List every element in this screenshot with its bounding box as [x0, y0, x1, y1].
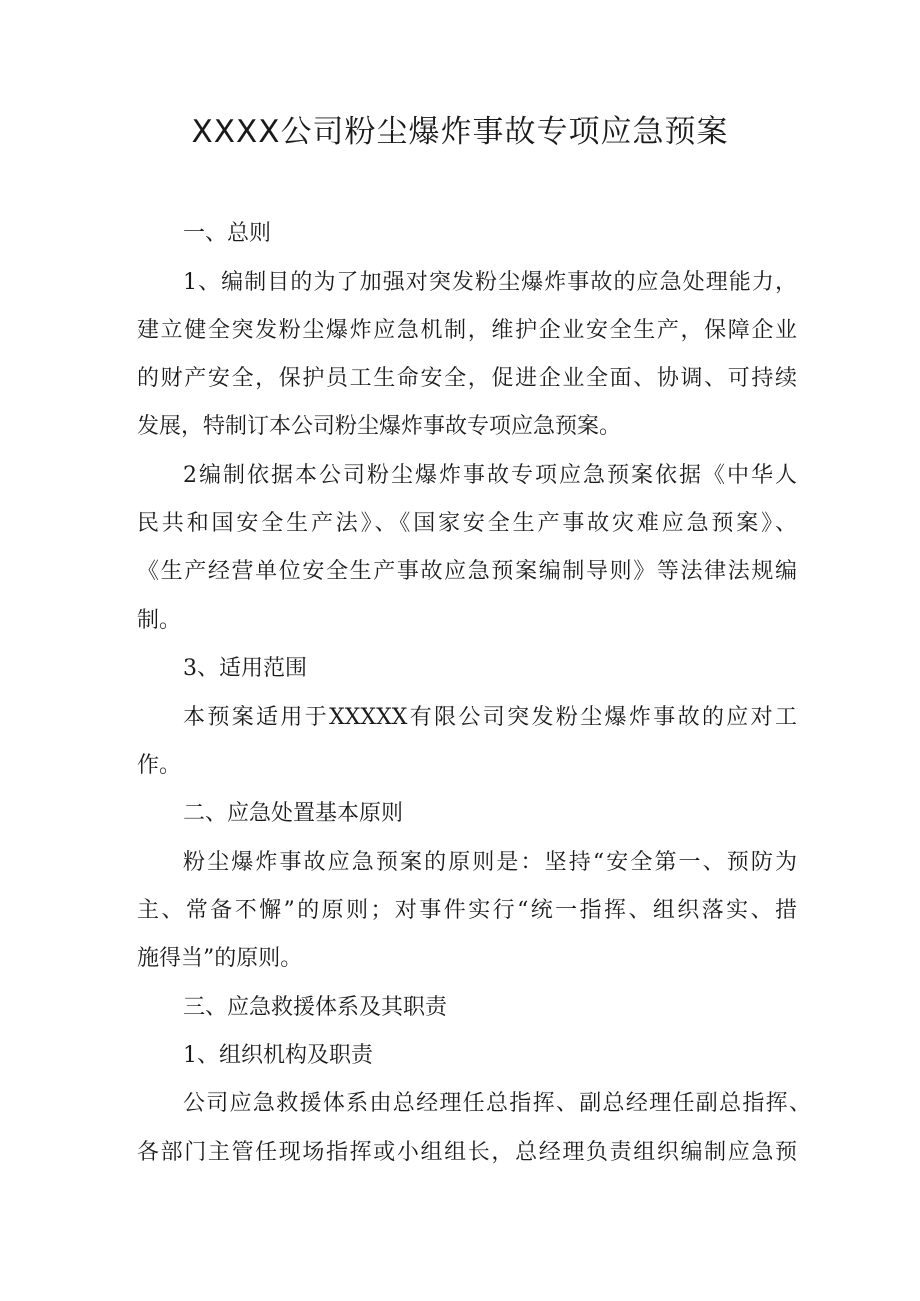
paragraph-line: 作。: [137, 753, 182, 778]
paragraph-line: 建立健全突发粉尘爆炸应急机制，维护企业安全生产，保障企业: [137, 318, 797, 343]
paragraph-line: 主、常备不懈”的原则；对事件实行“统一指挥、组织落实、措: [137, 898, 797, 923]
section-heading-rescue-system: 三、应急救援体系及其职责: [183, 995, 448, 1020]
document-title: XXXX公司粉尘爆炸事故专项应急预案: [191, 114, 729, 150]
subsection-heading-organization: 1、组织机构及职责: [183, 1043, 373, 1068]
subsection-heading-scope: 3、适用范围: [183, 656, 307, 681]
paragraph-line: 各部门主管任现场指挥或小组组长，总经理负责组织编制应急预: [137, 1140, 797, 1165]
paragraph-line: 粉尘爆炸事故应急预案的原则是：坚持“安全第一、预防为: [183, 850, 797, 875]
paragraph-line: 施得当”的原则。: [137, 946, 303, 971]
paragraph-line: 发展，特制订本公司粉尘爆炸事故专项应急预案。: [137, 414, 622, 439]
paragraph-line: 公司应急救援体系由总经理任总指挥、副总经理任副总指挥、: [183, 1091, 811, 1116]
paragraph-line: 2编制依据本公司粉尘爆炸事故专项应急预案依据《中华人: [183, 463, 797, 488]
paragraph-line: 民共和国安全生产法》、《国家安全生产事故灾难应急预案》、: [137, 511, 797, 536]
paragraph-line: 的财产安全，保护员工生命安全，促进企业全面、协调、可持续: [137, 366, 797, 391]
paragraph-line: 《生产经营单位安全生产事故应急预案编制导则》等法律法规编: [137, 559, 797, 584]
paragraph-line: 本预案适用于XXXXX有限公司突发粉尘爆炸事故的应对工: [183, 705, 797, 730]
section-heading-general: 一、总则: [183, 221, 272, 246]
paragraph-line: 制。: [137, 608, 182, 633]
section-heading-principles: 二、应急处置基本原则: [183, 801, 404, 826]
paragraph-line: 1、编制目的为了加强对突发粉尘爆炸事故的应急处理能力，: [183, 270, 797, 295]
